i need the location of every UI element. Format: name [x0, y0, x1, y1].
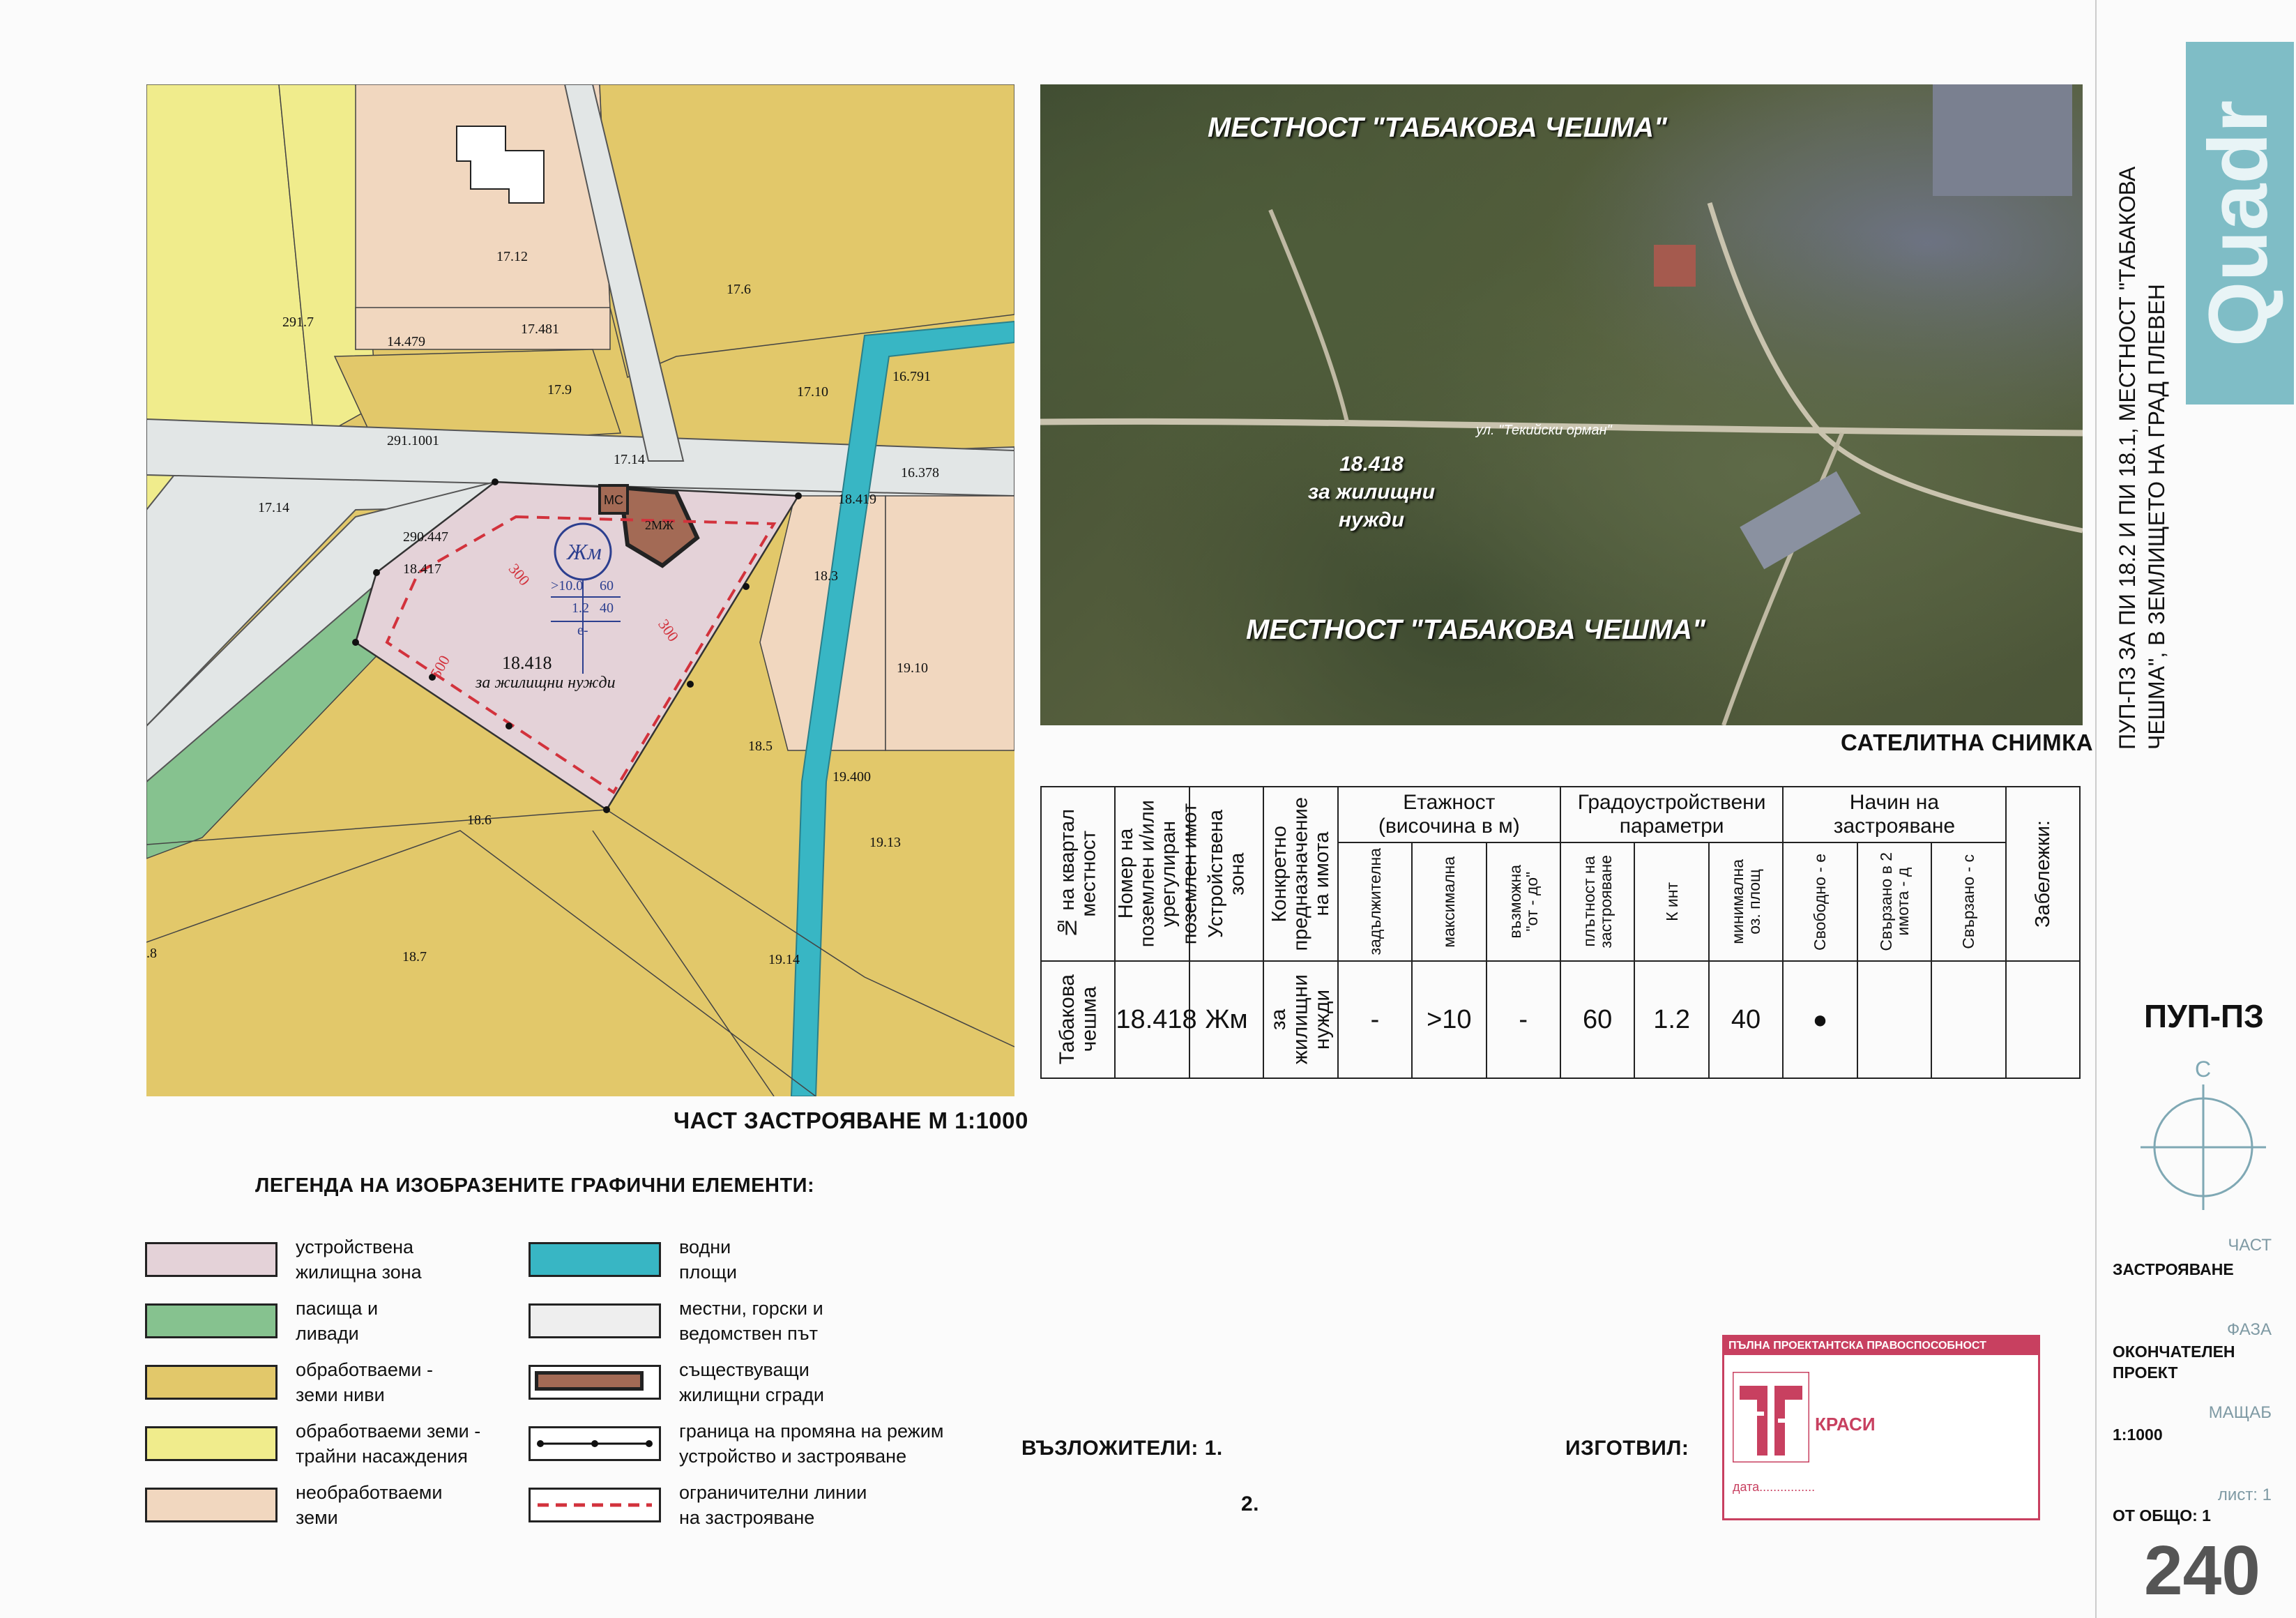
build-line-icon — [531, 1490, 659, 1520]
parcel-label: 18.6 — [467, 812, 492, 828]
cell — [2006, 961, 2080, 1078]
legend-swatch — [529, 1242, 661, 1277]
parcel-label: 18.419 — [838, 492, 876, 507]
stamp-name: КРАСИ — [1815, 1414, 1876, 1435]
part-label: ЧАСТ — [2228, 1236, 2272, 1255]
locality-label-bottom: МЕСТНОСТ "ТАБАКОВА ЧЕШМА" — [1246, 614, 1706, 645]
legend-swatch — [529, 1365, 661, 1400]
legend-swatch — [145, 1365, 278, 1400]
legend-item: съществуващи жилищни сгради — [529, 1352, 943, 1413]
col-header: Конкретно предназначение на имота — [1263, 787, 1337, 961]
parcel-label: 16.791 — [892, 369, 931, 384]
logo-text: Quadr — [2191, 100, 2285, 347]
parameters-table — [1040, 786, 2081, 1079]
satellite-caption: САТЕЛИТНА СНИМКА — [1841, 729, 2094, 755]
legend-left — [145, 1229, 480, 1536]
sub-header: плътност на застрояване — [1560, 842, 1634, 961]
phase-value: ОКОНЧАТЕЛЕН ПРОЕКТ — [2113, 1343, 2235, 1382]
legend-swatch — [529, 1488, 661, 1522]
legend-swatch — [529, 1303, 661, 1338]
building-label: 2МЖ — [645, 518, 674, 532]
legend-item: водни площи — [529, 1229, 943, 1290]
stamp — [1722, 1335, 2040, 1520]
sub-header: Свързано - с — [1931, 842, 2005, 961]
cell: - — [1487, 961, 1560, 1078]
legend-item: граница на промяна на режим устройство и застрояване — [529, 1413, 943, 1474]
north-label: С — [2195, 1057, 2212, 1082]
sub-header: възможна "от - до" — [1487, 842, 1560, 961]
k-int: 1.2 — [572, 600, 589, 616]
sub-header: Свободно - е — [1783, 842, 1857, 961]
mc-label: МС — [604, 493, 623, 507]
project-title: ПУП-ПЗ ЗА ПИ 18.2 И ПИ 18.1, МЕСТНОСТ "ТАБАКОВА ЧЕШМА", В ЗЕМЛИЩЕТО НА ГРАД ПЛЕВЕН — [2115, 166, 2169, 750]
col-header: Градоустройствени параметри — [1560, 787, 1783, 842]
cell: за жилищни нужди — [1263, 961, 1337, 1078]
sheet-label: лист: 1 — [2217, 1485, 2272, 1504]
parcel-label: 17.481 — [521, 322, 559, 337]
sub-header: максимална — [1412, 842, 1486, 961]
doc-type: ПУП-ПЗ — [2144, 998, 2264, 1034]
legend-swatch — [529, 1426, 661, 1461]
legend-swatch — [145, 1303, 278, 1338]
cell: 18.418 — [1115, 961, 1189, 1078]
zone-code: Жм — [567, 539, 602, 564]
map-caption: ЧАСТ ЗАСТРОЯВАНЕ М 1:1000 — [674, 1107, 1028, 1133]
author-label: ИЗГОТВИЛ: — [1565, 1437, 1689, 1460]
stamp-title: ПЪЛНА ПРОЕКТАНТСКА ПРАВОСПОСОБНОСТ — [1724, 1337, 2038, 1355]
street-label: ул. "Текийски орман" — [1476, 423, 1612, 438]
cell: Табакова чешма — [1041, 961, 1115, 1078]
sub-header: минимална оз. площ — [1709, 842, 1783, 961]
parcel-label: 290.447 — [403, 529, 448, 545]
sub-header: задължителна — [1338, 842, 1412, 961]
parcel-label: 17.14 — [258, 500, 289, 515]
legend-item: устройствена жилищна зона — [145, 1229, 480, 1290]
legend-swatch — [145, 1426, 278, 1461]
dist-label: 300 — [655, 616, 683, 645]
legend-item: обработваеми - земи ниви — [145, 1352, 480, 1413]
parcel-label: 17.10 — [797, 384, 828, 400]
sheet-total: ОТ ОБЩО: 1 — [2113, 1506, 2211, 1525]
legend-item: ограничителни линии на застрояване — [529, 1474, 943, 1536]
cell: Жм — [1189, 961, 1263, 1078]
density-max: >10.0 — [551, 578, 584, 593]
parcel-id-label: 18.418 — [502, 653, 552, 673]
legend-item: необработваеми земи — [145, 1474, 480, 1536]
legend-item: местни, горски и ведомствен път — [529, 1290, 943, 1352]
cell: 1.2 — [1634, 961, 1708, 1078]
scale-label: МАЩАБ — [2208, 1403, 2272, 1422]
clients-label-2: 2. — [1241, 1492, 1260, 1515]
col-header: Номер на поземлен и/или урегулиран поземлен имот — [1115, 787, 1189, 961]
parcel-label: 18.3 — [814, 568, 838, 584]
col-header: Устройствена зона — [1189, 787, 1263, 961]
col-header: № на квартал местност — [1041, 787, 1115, 961]
dist-label: 300 — [505, 560, 534, 589]
parcel-label: 18.417 — [403, 561, 441, 577]
satellite-parcel-label: 18.418 за жилищни нужди — [1307, 453, 1436, 531]
legend-swatch — [145, 1488, 278, 1522]
col-header: Етажност (височина в м) — [1338, 787, 1560, 842]
map-labels — [146, 84, 1014, 1096]
cell: - — [1338, 961, 1412, 1078]
cell: >10 — [1412, 961, 1486, 1078]
cell — [1857, 961, 1931, 1078]
cell: 40 — [1709, 961, 1783, 1078]
parcel-label: 17.14 — [614, 452, 645, 467]
clients-label: ВЪЗЛОЖИТЕЛИ: 1. — [1021, 1437, 1223, 1460]
parcel-label: 16.378 — [901, 465, 939, 481]
scale-value: 1:1000 — [2113, 1426, 2163, 1444]
col-header: Начин на застрояване — [1783, 787, 2005, 842]
parcel-label: 291.1001 — [387, 433, 439, 448]
parcel-label: .8 — [146, 946, 157, 961]
legend-right — [529, 1229, 943, 1536]
boundary-line-icon — [531, 1428, 659, 1459]
part-value: ЗАСТРОЯВАНЕ — [2113, 1260, 2234, 1278]
legend-swatch — [145, 1242, 278, 1277]
legend-item: пасища и ливади — [145, 1290, 480, 1352]
build-mode: е- — [577, 623, 588, 638]
min-green: 40 — [600, 600, 614, 616]
legend-title: ЛЕГЕНДА НА ИЗОБРАЗЕНИТЕ ГРАФИЧНИ ЕЛЕМЕНТИ: — [255, 1174, 815, 1197]
table-row — [1041, 961, 2080, 1078]
sheet-number: 240 — [2144, 1532, 2260, 1610]
legend-item: обработваеми земи - трайни насаждения — [145, 1413, 480, 1474]
phase-label: ФАЗА — [2227, 1320, 2272, 1339]
sub-header: Свързано в 2 имота - д — [1857, 842, 1931, 961]
parcel-label: 18.5 — [748, 739, 773, 754]
col-header: Забележки: — [2006, 787, 2080, 961]
cell: ● — [1783, 961, 1857, 1078]
parcel-purpose-label: за жилищни нужди — [476, 674, 616, 692]
parcel-label: 17.12 — [496, 249, 528, 264]
cell — [1931, 961, 2005, 1078]
parcel-label: 18.7 — [402, 949, 427, 965]
parcel-label: 14.479 — [387, 334, 425, 349]
parcel-label: 17.6 — [727, 282, 751, 297]
parcel-label: 19.14 — [768, 952, 800, 967]
satellite-image — [1040, 84, 2083, 725]
dist-label: 500 — [426, 652, 454, 681]
logo-block — [2186, 42, 2294, 404]
parcel-label: 17.9 — [547, 382, 572, 398]
sub-header: К инт — [1634, 842, 1708, 961]
stamp-logo-icon — [1733, 1372, 1809, 1462]
parcel-label: 19.400 — [833, 769, 871, 785]
parcel-label: 19.10 — [897, 660, 928, 676]
parcel-label: 19.13 — [869, 835, 901, 850]
density-pct: 60 — [600, 578, 614, 593]
north-arrow-icon — [2134, 1064, 2273, 1217]
cell: 60 — [1560, 961, 1634, 1078]
parcel-label: 291.7 — [282, 315, 314, 330]
stamp-date: дата................ — [1733, 1480, 1816, 1494]
locality-label-top: МЕСТНОСТ "ТАБАКОВА ЧЕШМА" — [1208, 112, 1668, 143]
